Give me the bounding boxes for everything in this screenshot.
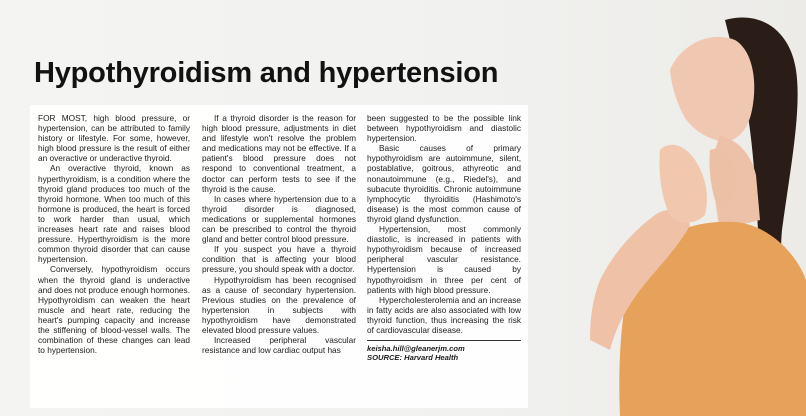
paragraph: Hypertension, most commonly diastolic, is increased in patients with hypothyroidism because of increased peripheral vascular resistance. Hypertension is caused by hypothyroidism in three per cent of patients with high blood pressure. bbox=[367, 224, 521, 295]
article-column-1 bbox=[38, 113, 190, 355]
paragraph: In cases where hypertension due to a thyroid disorder is diagnosed, medications or supplemental hormones can be prescribed to control the thyroid gland and better control blood pressure. bbox=[202, 193, 356, 245]
article-column-3 bbox=[367, 113, 521, 363]
paragraph bbox=[38, 113, 190, 163]
headline: Hypothyroidism and hypertension bbox=[34, 57, 499, 89]
paragraph: Hypothyroidism has been recognised as a cause of secondary hypertension. Previous studies on the prevalence of hypertension in subjects with hypothyroidism have demonstrated elevated blood pressure values. bbox=[202, 274, 356, 335]
paragraph: Hypercholesterolemia and an increase in fatty acids are also associated with low thyroid function, thus increasing the risk of cardiovascular disease. bbox=[367, 294, 521, 335]
woman-touching-neck-photo bbox=[520, 0, 806, 416]
paragraph: If a thyroid disorder is the reason for high blood pressure, adjustments in diet and lifestyle won't resolve the problem and medications may not be effective. If a patient's blood pressure does not respond to conventional treatment, a doctor can perform tests to see if the thyroid is the cause. bbox=[202, 113, 356, 194]
paragraph: been suggested to be the possible link between hypothyroidism and diastolic hypertension. bbox=[367, 113, 521, 144]
paragraph: Increased peripheral vascular resistance and low cardiac output has bbox=[202, 335, 356, 356]
paragraph: If you suspect you have a thyroid condition that is affecting your blood pressure, you should speak with a doctor. bbox=[202, 244, 356, 275]
paragraph: Basic causes of primary hypothyroidism are autoimmune, silent, postablative, goitrous, athyreotic and nonautoimmune (e.g., Riedel's), and subacute thyroiditis. Chronic autoimmune lymphocytic thyroiditis (Hashimoto's disease) is the most common cause of thyroid gland dysfunction. bbox=[367, 143, 521, 224]
paragraph: An overactive thyroid, known as hyperthyroidism, is a condition where the thyroid gland produces too much of the thyroid hormone. When too much of this hormone is produced, the heart is forced to work harder than usual, which increases heart rate and raises blood pressure. Hyperthyroidism is the more common thyroid disorder that can cause hypertension. bbox=[38, 163, 190, 265]
byline-divider bbox=[367, 340, 521, 341]
lead-in: FOR MOST, bbox=[38, 113, 88, 123]
paragraph-text: high blood pressure, or hypertension, can be attributed to family history or lifestyle. For some, however, high blood pressure is the result of either an overactive or underactive thyroid. bbox=[38, 113, 191, 164]
author-email: keisha.hill@gleanerjm.com bbox=[367, 344, 465, 354]
paragraph: Conversely, hypothyroidism occurs when the thyroid gland is underactive and does not produce enough hormones. Hypothyroidism can weaken the heart muscle and heart rate, reducing the heart's pumping capacity and increase the stiffening of blood-vessel walls. The combination of these changes can lead to hypertension. bbox=[38, 264, 190, 356]
article-column-2 bbox=[202, 113, 356, 355]
source-credit: SOURCE: Harvard Health bbox=[367, 353, 459, 363]
